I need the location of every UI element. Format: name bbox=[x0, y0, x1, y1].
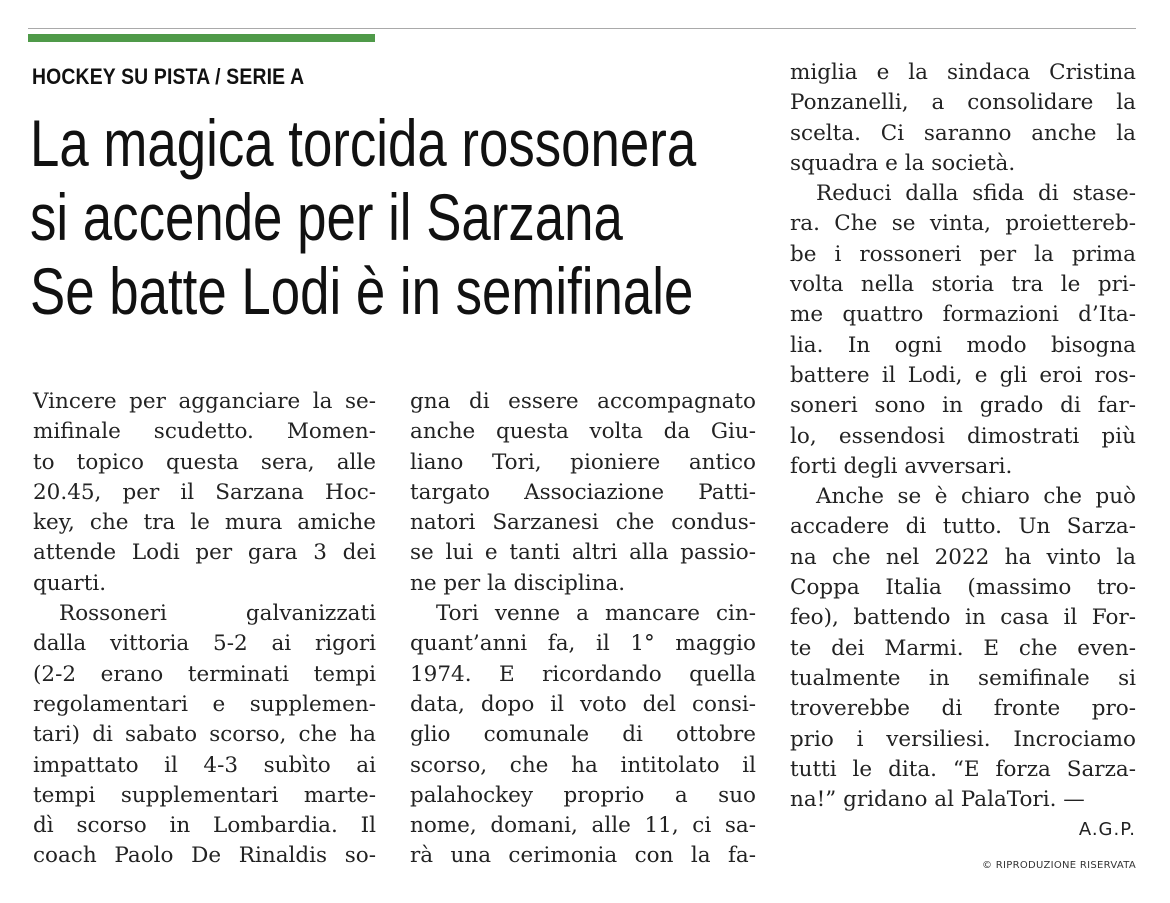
text-line: quant’anni fa, il 1° maggio bbox=[410, 631, 756, 657]
text-line: tempi supplementari marte- bbox=[33, 782, 376, 808]
text-line: lia. In ogni modo bisogna bbox=[790, 332, 1136, 358]
text-line: be i rossoneri per la prima bbox=[790, 241, 1136, 267]
headline-line: La magica torcida rossonera bbox=[30, 106, 697, 180]
text-line: na!” gridano al PalaTori. — bbox=[790, 787, 1085, 813]
body-column-2 bbox=[410, 387, 756, 872]
text-line: Ponzanelli, a consolidare la bbox=[790, 90, 1136, 116]
text-line: scelta. Ci saranno anche la bbox=[790, 120, 1136, 146]
text-line: forti degli avversari. bbox=[790, 453, 1013, 479]
text-line: key, che tra le mura amiche bbox=[33, 510, 376, 536]
text-line: me quattro formazioni d’Ita- bbox=[790, 302, 1136, 328]
text-line: battere il Lodi, e gli eroi ros- bbox=[790, 362, 1136, 388]
text-line: Coppa Italia (massimo tro- bbox=[790, 575, 1136, 601]
section-accent-bar bbox=[28, 34, 375, 42]
text-line: troverebbe di fronte pro- bbox=[790, 696, 1136, 722]
text-line: glio comunale di ottobre bbox=[410, 722, 756, 748]
text-line: impattato il 4-3 subìto ai bbox=[33, 752, 376, 778]
text-line: Vincere per agganciare la se- bbox=[33, 389, 376, 414]
text-line: lo, essendosi dimostrati più bbox=[790, 423, 1136, 449]
text-line: natori Sarzanesi che condus- bbox=[410, 510, 756, 536]
text-line: rà una cerimonia con la fa- bbox=[410, 843, 756, 869]
text-line: attende Lodi per gara 3 dei bbox=[33, 540, 376, 566]
text-line: nome, domani, alle 11, ci sa- bbox=[410, 813, 756, 839]
text-line: tari) di sabato scorso, che ha bbox=[33, 722, 376, 748]
text-line: mifinale scudetto. Momen- bbox=[33, 419, 376, 445]
text-line: dalla vittoria 5-2 ai rigori bbox=[33, 631, 376, 657]
text-line: 20.45, per il Sarzana Hoc- bbox=[33, 479, 376, 505]
text-line: squadra e la società. bbox=[790, 150, 1016, 176]
text-line: (2-2 erano terminati tempi bbox=[33, 661, 376, 687]
text-line: te dei Marmi. E che even- bbox=[790, 635, 1136, 661]
text-line: volta nella storia tra le pri- bbox=[790, 272, 1136, 298]
text-line: tualmente in semifinale si bbox=[790, 665, 1136, 691]
text-line: Rossoneri galvanizzati bbox=[59, 601, 376, 627]
text-line: coach Paolo De Rinaldis so- bbox=[33, 843, 376, 869]
author-signature: A.G.P. bbox=[1078, 819, 1136, 840]
text-line: to topico questa sera, alle bbox=[33, 449, 376, 475]
text-line: liano Tori, pioniere antico bbox=[410, 449, 756, 475]
text-line: dì scorso in Lombardia. Il bbox=[33, 813, 376, 839]
text-line: targato Associazione Patti- bbox=[410, 479, 756, 505]
text-line: Anche se è chiaro che può bbox=[816, 484, 1136, 510]
text-line: ne per la disciplina. bbox=[410, 570, 626, 596]
text-line: prio i versiliesi. Incrociamo bbox=[790, 726, 1136, 752]
text-line: data, dopo il voto del consi- bbox=[410, 691, 756, 717]
body-column-3 bbox=[790, 58, 1136, 815]
article-headline bbox=[30, 106, 696, 328]
headline-line: Se batte Lodi è in semifinale bbox=[30, 254, 694, 328]
text-line: soneri sono in grado di far- bbox=[790, 393, 1136, 419]
text-line: anche questa volta da Giu- bbox=[410, 419, 756, 445]
text-line: 1974. E ricordando quella bbox=[410, 661, 756, 687]
text-line: accadere di tutto. Un Sarza- bbox=[790, 514, 1136, 540]
text-line: scorso, che ha intitolato il bbox=[410, 752, 756, 778]
text-line: palahockey proprio a suo bbox=[410, 782, 756, 808]
text-line: regolamentari e supplemen- bbox=[33, 691, 376, 717]
text-line: Reduci dalla sfida di stase- bbox=[816, 181, 1136, 207]
text-line: ra. Che se vinta, proiettereb- bbox=[790, 211, 1136, 237]
text-line: na che nel 2022 ha vinto la bbox=[790, 544, 1136, 570]
text-line: miglia e la sindaca Cristina bbox=[790, 60, 1136, 85]
text-line: feo), battendo in casa il For- bbox=[790, 605, 1136, 631]
text-line: tutti le dita. “E forza Sarza- bbox=[790, 756, 1136, 782]
headline-line: si accende per il Sarzana bbox=[30, 180, 623, 254]
body-column-1 bbox=[33, 387, 376, 872]
top-rule-line bbox=[28, 28, 1136, 29]
text-line: gna di essere accompagnato bbox=[410, 389, 756, 414]
text-line: Tori venne a mancare cin- bbox=[436, 601, 756, 627]
article-kicker: HOCKEY SU PISTA / SERIE A bbox=[32, 64, 305, 89]
text-line: quarti. bbox=[33, 570, 107, 596]
text-line: se lui e tanti altri alla passio- bbox=[410, 540, 756, 566]
copyright-notice: © RIPRODUZIONE RISERVATA bbox=[981, 860, 1136, 871]
